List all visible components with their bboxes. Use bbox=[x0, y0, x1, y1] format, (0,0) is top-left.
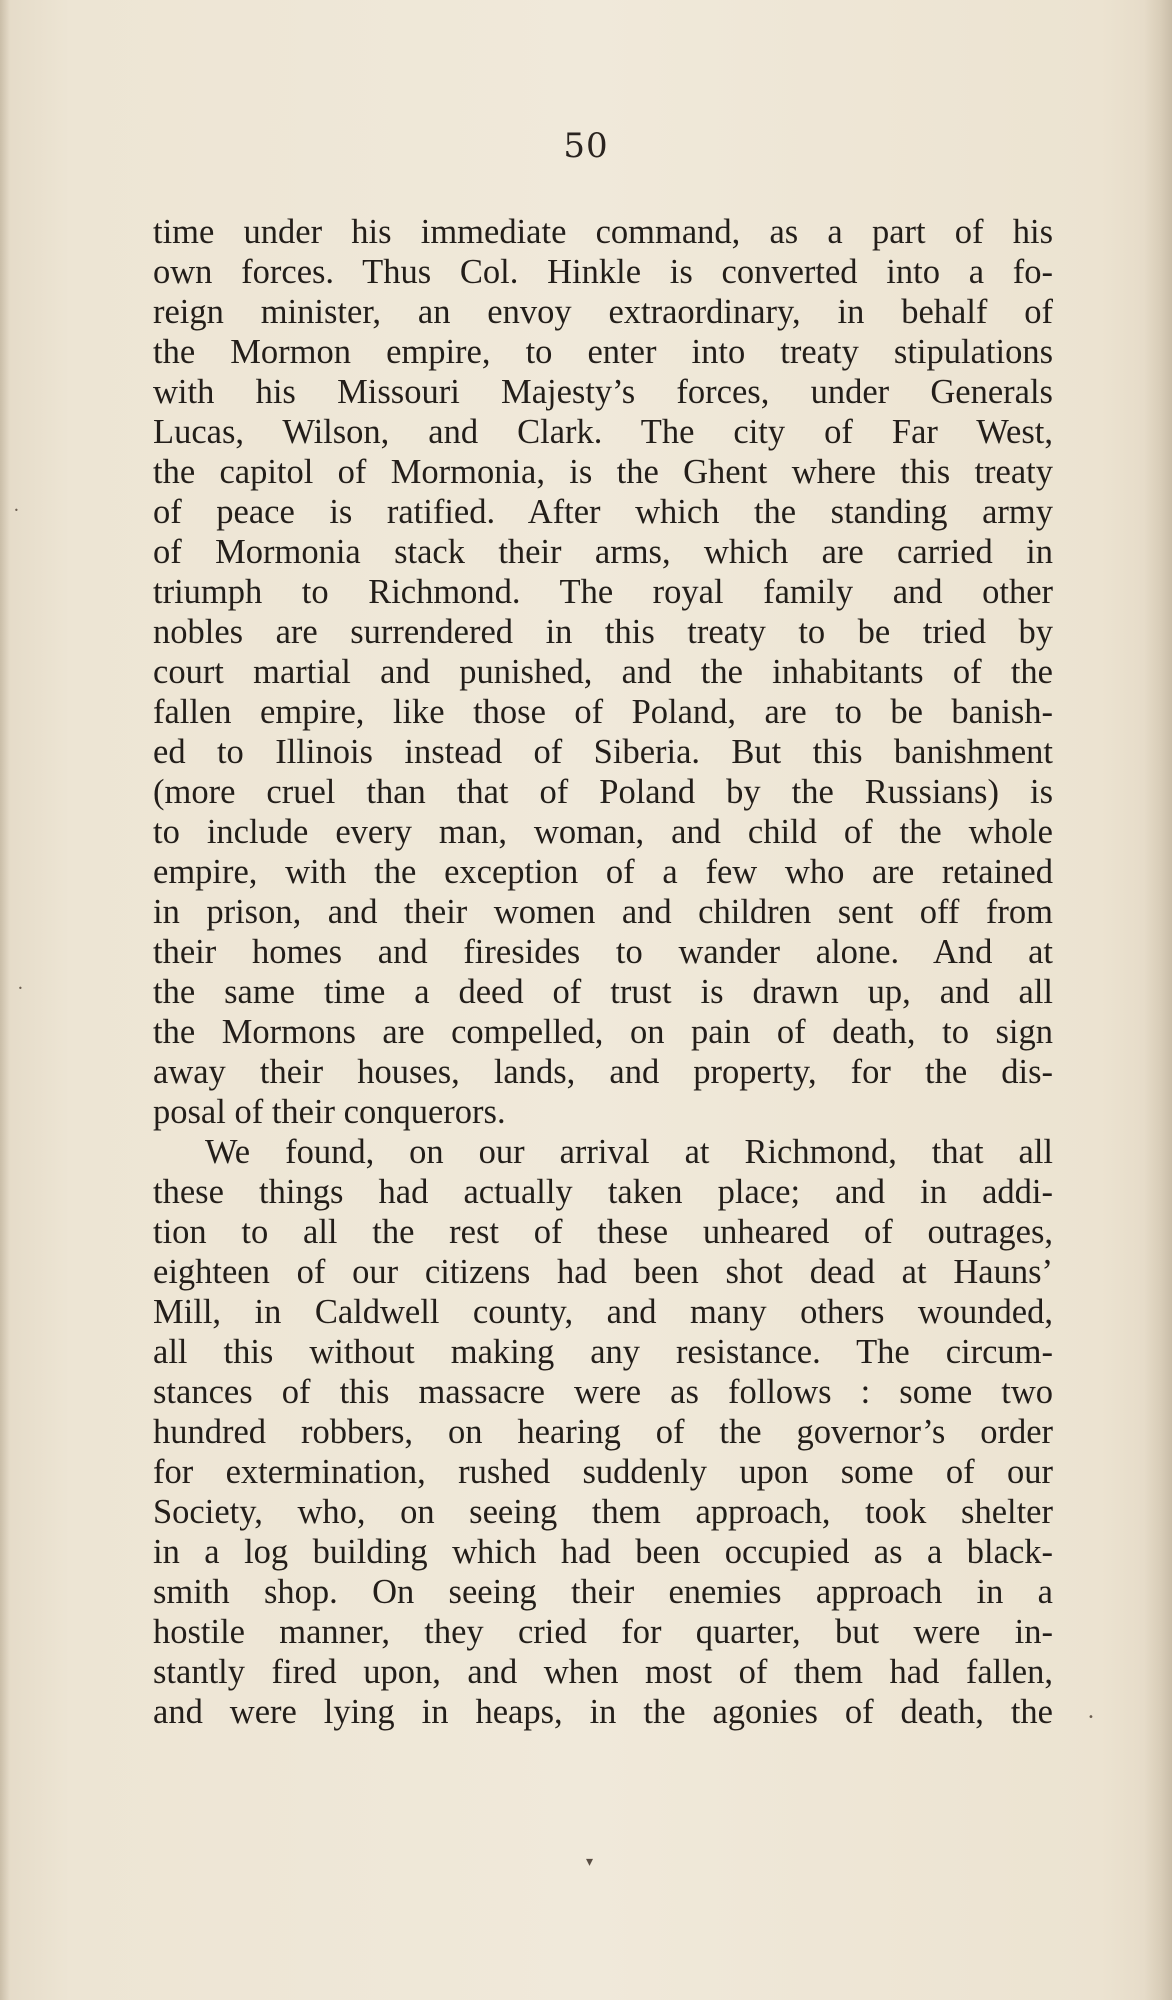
text-line: Lucas, Wilson, and Clark. The city of Far West, bbox=[153, 413, 1053, 451]
text-line: empire, with the exception of a few who are retained bbox=[153, 853, 1053, 891]
text-line: the Mormon empire, to enter into treaty stipulations bbox=[153, 333, 1053, 371]
text-line: fallen empire, like those of Poland, are to be banish- bbox=[153, 693, 1053, 731]
text-line: stantly fired upon, and when most of them had fallen, bbox=[153, 1653, 1053, 1691]
text-line: tion to all the rest of these unheared of outrages, bbox=[153, 1213, 1053, 1251]
ornament-mark: ▾ bbox=[586, 1854, 594, 1870]
page-number: 50 bbox=[563, 126, 609, 166]
text-line: in a log building which had been occupied as a black- bbox=[153, 1533, 1053, 1571]
text-line: hundred robbers, on hearing of the governor’s order bbox=[153, 1413, 1053, 1451]
text-line: of Mormonia stack their arms, which are carried in bbox=[153, 533, 1053, 571]
text-line: all this without making any resistance. The circum- bbox=[153, 1333, 1053, 1371]
text-line: away their houses, lands, and property, for the dis- bbox=[153, 1053, 1053, 1091]
paragraph-end-line: posal of their conquerors. bbox=[153, 1093, 506, 1131]
text-line: nobles are surrendered in this treaty to be tried by bbox=[153, 613, 1053, 651]
text-line: to include every man, woman, and child of the whole bbox=[153, 813, 1053, 851]
text-line: stances of this massacre were as follows : some two bbox=[153, 1373, 1053, 1411]
ink-speck: • bbox=[18, 984, 23, 993]
text-line: reign minister, an envoy extraordinary, in behalf of bbox=[153, 293, 1053, 331]
paragraph-start-line: We found, on our arrival at Richmond, that all bbox=[205, 1133, 1053, 1171]
text-line: the capitol of Mormonia, is the Ghent where this treaty bbox=[153, 453, 1053, 491]
ink-speck: • bbox=[14, 506, 19, 515]
text-line: in prison, and their women and children sent off from bbox=[153, 893, 1053, 931]
text-line: (more cruel than that of Poland by the Russians) is bbox=[153, 773, 1053, 811]
text-line: these things had actually taken place; and in addi- bbox=[153, 1173, 1053, 1211]
text-line: own forces. Thus Col. Hinkle is converted into a fo- bbox=[153, 253, 1053, 291]
text-line: and were lying in heaps, in the agonies of death, the bbox=[153, 1693, 1053, 1731]
text-line: eighteen of our citizens had been shot dead at Hauns’ bbox=[153, 1253, 1053, 1291]
text-line: court martial and punished, and the inhabitants of the bbox=[153, 653, 1053, 691]
text-line: the same time a deed of trust is drawn up, and all bbox=[153, 973, 1053, 1011]
text-line: their homes and firesides to wander alone. And at bbox=[153, 933, 1053, 971]
text-line: of peace is ratified. After which the standing army bbox=[153, 493, 1053, 531]
text-line: Society, who, on seeing them approach, took shelter bbox=[153, 1493, 1053, 1531]
page-right-edge-shadow bbox=[1144, 0, 1172, 2000]
body-text bbox=[153, 212, 1053, 1732]
text-line: with his Missouri Majesty’s forces, under Generals bbox=[153, 373, 1053, 411]
text-line: time under his immediate command, as a part of his bbox=[153, 213, 1053, 251]
page-left-edge-shadow bbox=[0, 0, 10, 2000]
text-line: ed to Illinois instead of Siberia. But this banishment bbox=[153, 733, 1053, 771]
text-line: the Mormons are compelled, on pain of death, to sign bbox=[153, 1013, 1053, 1051]
text-line: hostile manner, they cried for quarter, but were in- bbox=[153, 1613, 1053, 1651]
text-line: triumph to Richmond. The royal family and other bbox=[153, 573, 1053, 611]
text-line: smith shop. On seeing their enemies approach in a bbox=[153, 1573, 1053, 1611]
text-line: Mill, in Caldwell county, and many others wounded, bbox=[153, 1293, 1053, 1331]
ink-speck: • bbox=[1088, 1712, 1094, 1723]
text-line: for extermination, rushed suddenly upon some of our bbox=[153, 1453, 1053, 1491]
